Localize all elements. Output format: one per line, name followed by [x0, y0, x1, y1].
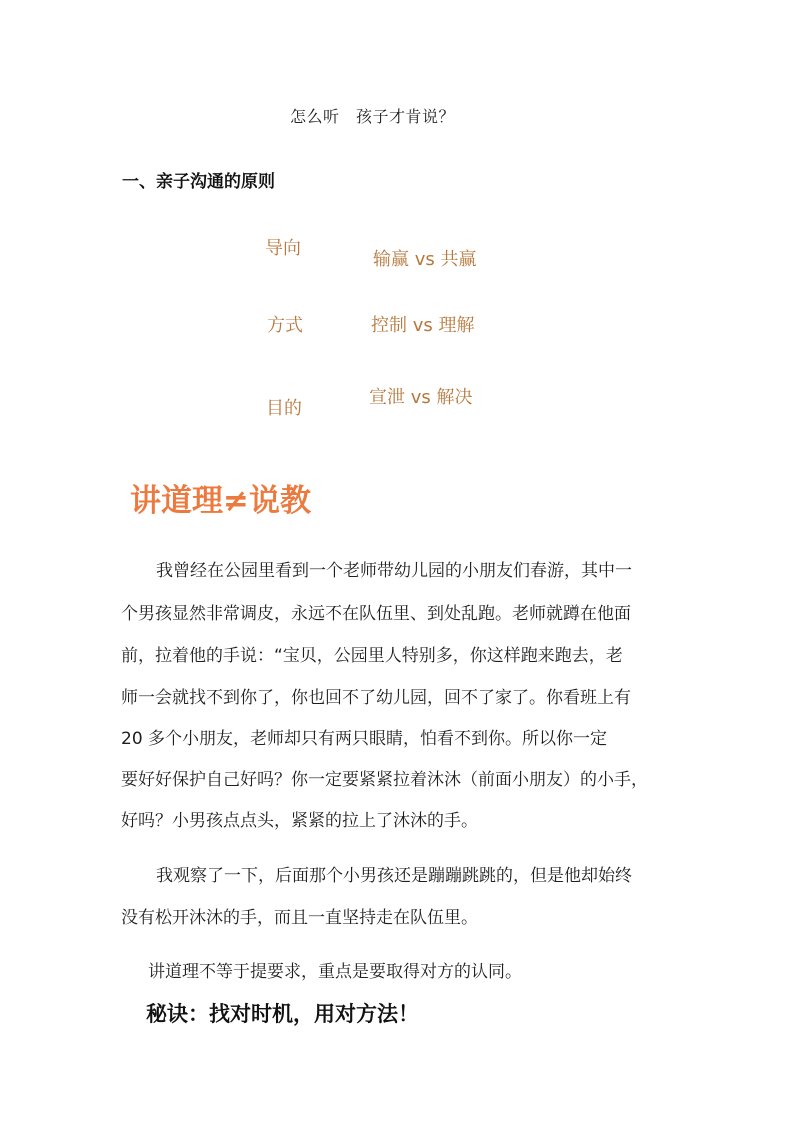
- document-title: 怎么听 孩子才肯说？: [290, 107, 456, 126]
- paragraph-line: 前，拉着他的手说：“宝贝，公园里人特别多，你这样跑来跑去，老: [121, 646, 623, 666]
- paragraph-line: 好吗？小男孩点点头，紧紧的拉上了沐沐的手。: [121, 811, 478, 831]
- secret-heading: 秘诀：找对时机，用对方法！: [146, 1001, 419, 1026]
- paragraph-line: 个男孩显然非常调皮，永远不在队伍里、到处乱跑。老师就蹲在他面: [121, 604, 631, 624]
- principle-term: 目的: [266, 398, 302, 419]
- principle-value: 控制 vs 理解: [371, 315, 475, 336]
- section-heading: 一、亲子沟通的原则: [122, 172, 275, 192]
- principle-value: 输赢 vs 共赢: [373, 249, 477, 270]
- paragraph-line: 我观察了一下，后面那个小男孩还是蹦蹦跳跳的，但是他却始终: [156, 866, 632, 886]
- paragraph-line: 没有松开沐沐的手，而且一直坚持走在队伍里。: [121, 908, 478, 928]
- paragraph-line: 20 多个小朋友，老师却只有两只眼睛，怕看不到你。所以你一定: [121, 729, 608, 749]
- conclusion-text: 讲道理不等于提要求，重点是要取得对方的认同。: [148, 962, 522, 982]
- paragraph-line: 我曾经在公园里看到一个老师带幼儿园的小朋友们春游，其中一: [156, 561, 632, 581]
- paragraph-line: 师一会就找不到你了，你也回不了幼儿园，回不了家了。你看班上有: [121, 688, 631, 708]
- big-heading: 讲道理≠说教: [130, 483, 311, 519]
- principle-term: 导向: [265, 238, 301, 259]
- paragraph-line: 要好好保护自己好吗？你一定要紧紧拉着沐沐（前面小朋友）的小手，: [121, 770, 648, 790]
- principle-value: 宣泄 vs 解决: [369, 387, 473, 408]
- principle-term: 方式: [267, 315, 303, 336]
